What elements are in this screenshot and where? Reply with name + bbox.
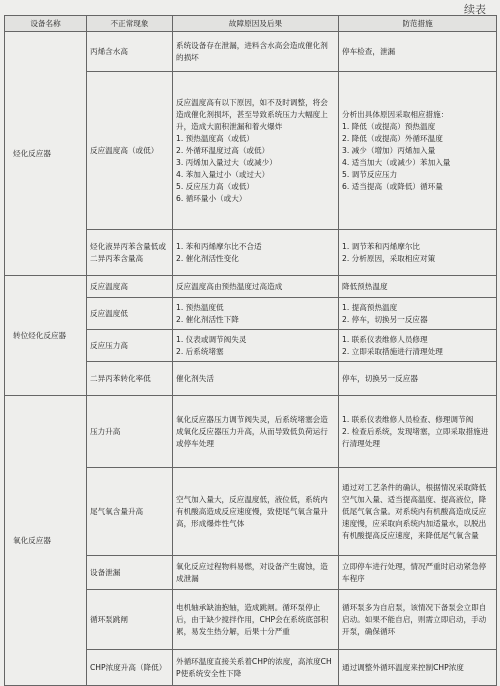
cause-line: 1. 预热温度高（或低） (176, 133, 255, 143)
cause-line: 3. 丙烯加入量过大（或减少） (176, 157, 277, 167)
cause-line: 空气加入量大，反应温度低，液位低，系统内有机酸高造成反应速度慢，致使尾气氧含量升高，形成爆炸性气体 (176, 494, 328, 528)
cause-line: 6. 循环量小（或大） (176, 193, 247, 203)
header-prevention: 防范措施 (339, 16, 497, 32)
equipment-name: 转位烃化反应器 (5, 276, 87, 396)
prevention-line: 2. 降低（或提高）外循环温度 (342, 133, 443, 143)
table-row (5, 276, 497, 298)
cause-line: 1. 仪表或调节阀失灵 (176, 334, 247, 344)
prevention-cell (339, 72, 497, 230)
cause-line: 2. 后系统堵塞 (176, 346, 224, 356)
anomaly-cell: 反应温度低 (87, 298, 173, 330)
cause-line: 反应温度高有以下原因，如不及时调整，将会造成催化剂损坏，甚至导致系统压力大幅度上升，造成大面积泄漏和着火爆炸 (176, 97, 328, 131)
equipment-name: 烃化反应器 (5, 32, 87, 276)
prevention-line: 分析出具体原因采取相应措施： (342, 109, 449, 119)
cause-cell (173, 396, 339, 468)
cause-line: 5. 反应压力高（或低） (176, 181, 255, 191)
prevention-cell (339, 298, 497, 330)
prevention-line: 停车，切换另一反应器 (342, 373, 418, 383)
prevention-line: 2. 停车，切换另一反应器 (342, 314, 428, 324)
cause-cell (173, 72, 339, 230)
cause-line: 2. 催化剂活性变化 (176, 253, 239, 263)
prevention-cell (339, 362, 497, 396)
cause-line: 4. 苯加入量过小（或过大） (176, 169, 270, 179)
prevention-line: 2. 立即采取措施进行清理处理 (342, 346, 443, 356)
cause-cell (173, 230, 339, 276)
prevention-cell (339, 276, 497, 298)
prevention-line: 降低预热温度 (342, 281, 388, 291)
cause-line: 2. 外循环温度过高（或低） (176, 145, 270, 155)
cause-cell (173, 276, 339, 298)
prevention-line: 5. 调节反应压力 (342, 169, 398, 179)
prevention-cell (339, 330, 497, 362)
table-row (5, 396, 497, 468)
prevention-line: 通过调整外循环温度来控制CHP浓度 (342, 662, 464, 672)
anomaly-cell: 二异丙苯转化率低 (87, 362, 173, 396)
cause-cell (173, 298, 339, 330)
prevention-cell (339, 396, 497, 468)
anomaly-cell: 尾气氧含量升高 (87, 468, 173, 556)
continued-label: 续表 (464, 3, 486, 16)
cause-cell (173, 330, 339, 362)
prevention-cell (339, 230, 497, 276)
cause-cell (173, 556, 339, 590)
prevention-line: 1. 联系仪表维修人员修理 (342, 334, 428, 344)
header-row (5, 16, 497, 32)
anomaly-cell: 反应温度高 (87, 276, 173, 298)
prevention-line: 6. 适当提高（或降低）循环量 (342, 181, 443, 191)
cause-line: 催化剂失活 (176, 373, 214, 383)
cause-line: 外循环温度直接关系着CHP的浓度，高浓度CHP使系统安全性下降 (176, 656, 332, 678)
prevention-line: 1. 联系仪表维修人员检查、修理调节阀 (342, 414, 474, 424)
prevention-line: 4. 适当加大（或减少）苯加入量 (342, 157, 451, 167)
prevention-line: 立即停车进行处理，情况严重时启动紧急停车程序 (342, 561, 487, 583)
prevention-line: 1. 提高预热温度 (342, 302, 398, 312)
cause-line: 1. 苯和丙烯摩尔比不合适 (176, 241, 262, 251)
prevention-line: 1. 调节苯和丙烯摩尔比 (342, 241, 421, 251)
prevention-cell (339, 650, 497, 686)
anomaly-cell: 丙烯含水高 (87, 32, 173, 72)
cause-line: 氧化反应器压力调节阀失灵，后系统堵塞会造成氧化反应器压力升高，从而导致低负荷运行或停车处理 (176, 414, 328, 448)
prevention-line: 通过对工艺条件的确认，根据情况采取降低空气加入量、适当提高温度、提高液位，降低尾气氧含量。对系统内有机酸高造成反应速度慢，应采取向系统内加适量水，以脱出有机酸提高反应速度，来降低尾气氧含量 (342, 482, 487, 540)
prevention-line: 3. 减少（增加）丙烯加入量 (342, 145, 436, 155)
prevention-line: 1. 降低（或提高）预热温度 (342, 121, 436, 131)
cause-cell (173, 32, 339, 72)
anomaly-cell: 循环泵跳闸 (87, 590, 173, 650)
anomaly-cell: 反应温度高（或低） (87, 72, 173, 230)
cause-line: 反应温度高由预热温度过高造成 (176, 281, 283, 291)
header-anomaly: 不正常现象 (87, 16, 173, 32)
equipment-fault-table (4, 15, 497, 686)
header-equipment: 设备名称 (5, 16, 87, 32)
anomaly-cell: CHP浓度升高（降低） (87, 650, 173, 686)
anomaly-cell: 烃化液异丙苯含量低或二异丙苯含量高 (87, 230, 173, 276)
cause-line: 氧化反应过程物料易燃，对设备产生腐蚀，造成泄漏 (176, 561, 328, 583)
prevention-line: 停车检查，泄漏 (342, 46, 396, 56)
header-cause: 故障原因及后果 (173, 16, 339, 32)
prevention-line: 2. 分析原因，采取相应对策 (342, 253, 436, 263)
anomaly-cell: 设备泄漏 (87, 556, 173, 590)
equipment-name: 氧化反应器 (5, 396, 87, 686)
table-row (5, 32, 497, 72)
cause-cell (173, 650, 339, 686)
prevention-line: 2. 检查后系统，发现堵塞，立即采取措施进行清理处理 (342, 426, 489, 448)
cause-cell (173, 362, 339, 396)
cause-cell (173, 590, 339, 650)
prevention-cell (339, 468, 497, 556)
cause-line: 1. 预热温度低 (176, 302, 224, 312)
cause-line: 2. 催化剂活性下降 (176, 314, 239, 324)
prevention-line: 循环泵多为自启泵，该情况下备泵会立即自启动。如果不能自启，则需立即启动，手动开泵，确保循环 (342, 602, 487, 636)
cause-cell (173, 468, 339, 556)
cause-line: 电机轴承缺油抱轴，造成跳闸。循环泵停止后，由于缺少搅拌作用，CHP会在系统底部积累，易发生热分解，后果十分严重 (176, 602, 329, 636)
prevention-cell (339, 32, 497, 72)
anomaly-cell: 反应压力高 (87, 330, 173, 362)
prevention-cell (339, 556, 497, 590)
anomaly-cell: 压力升高 (87, 396, 173, 468)
prevention-cell (339, 590, 497, 650)
cause-line: 系统设备存在泄漏，进料含水高会造成催化剂的损坏 (176, 40, 328, 62)
